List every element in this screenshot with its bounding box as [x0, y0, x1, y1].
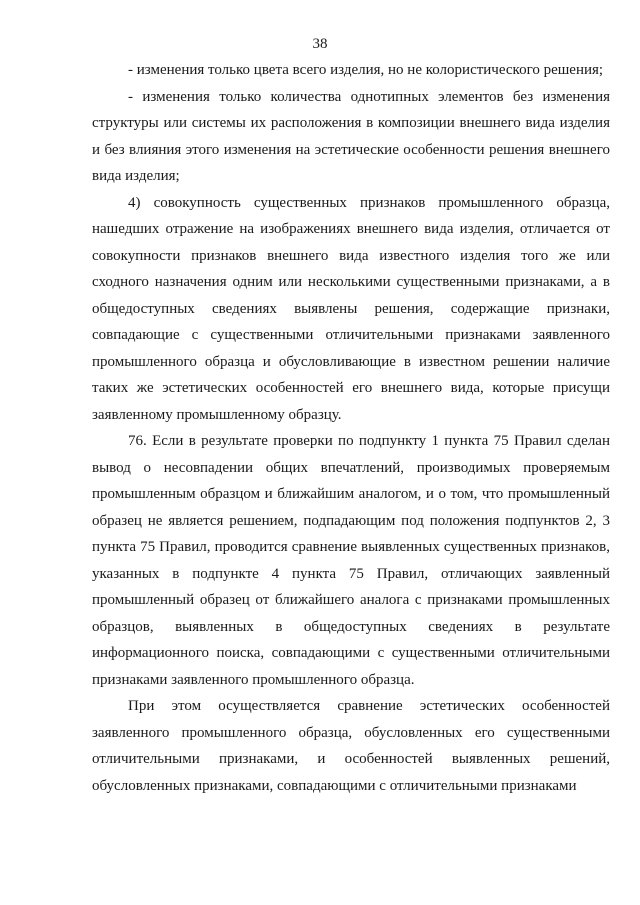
document-body — [92, 57, 610, 799]
paragraph-76: 76. Если в результате проверки по подпункту 1 пункта 75 Правил сделан вывод о несовпадении общих впечатлений, производимых проверяемым промышленным образцом и ближайшим аналогом, и о том, что промышленный образец не является решением, подпадающим под положения подпунктов 2, 3 пункта 75 Правил, проводится сравнение выявленных существенных признаков, указанных в подпункте 4 пункта 75 Правил, отличающих заявленный промышленный образец от ближайшего аналога с признаками промышленных образцов, выявленных в общедоступных сведениях в результате информационного поиска, совпадающими с существенными отличительными признаками заявленного промышленного образца. — [92, 433, 610, 688]
page-number: 38 — [312, 36, 328, 52]
paragraph-item-4: 4) совокупность существенных признаков промышленного образца, нашедших отражение на изображениях внешнего вида изделия, отличается от совокупности признаков внешнего вида известного изделия того же или сходного назначения одним или несколькими существенными признаками, а в общедоступных сведениях выявлены решения, содержащие признаки, совпадающие с существенными отличительными признаками заявленного промышленного образца и обусловливающие в известном решении наличие таких же эстетических особенностей его внешнего вида, которые присущи заявленному промышленному образцу. — [92, 194, 610, 423]
paragraph-element-count-change: - изменения только количества однотипных элементов без изменения структуры или системы их расположения в композиции внешнего вида изделия и без влияния этого изменения на эстетические особенности решения внешнего вида изделия; — [92, 88, 610, 184]
paragraph-color-change: - изменения только цвета всего изделия, но не колористического решения; — [128, 62, 604, 78]
paragraph-comparison: При этом осуществляется сравнение эстетических особенностей заявленного промышленного образца, обусловленных его существенными отличительными признаками, и особенностей выявленных решений, обусловленных признаками, совпадающими с отличительными признаками — [92, 698, 610, 794]
